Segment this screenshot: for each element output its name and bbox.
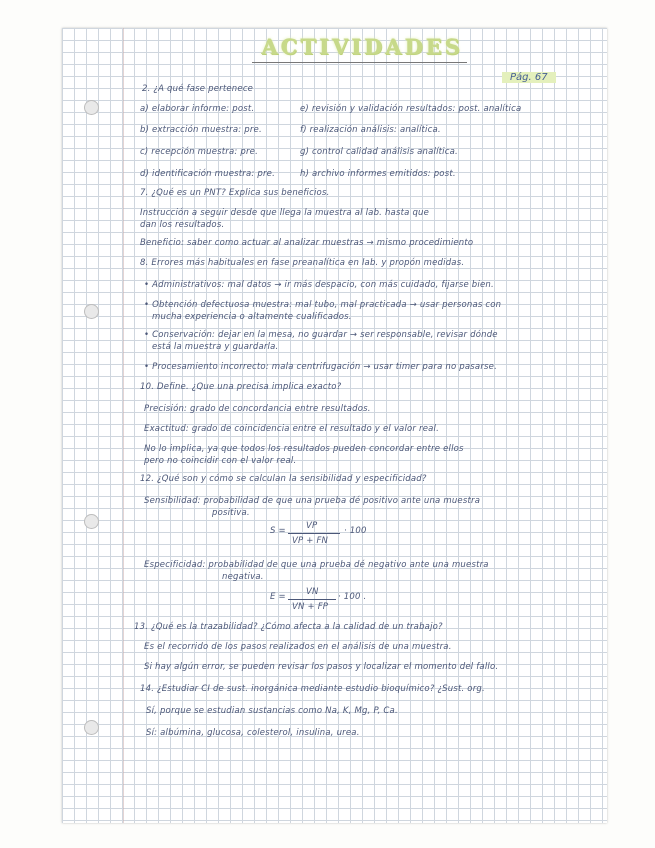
question-14: 14. ¿Estudiar CI de sust. inorgánica mediante estudio bioquímico? ¿Sust. org. <box>140 684 485 694</box>
answer-12-sensibilidad-cont: positiva. <box>212 508 250 518</box>
answer-7-line1: Instrucción a seguir desde que llega la muestra al lab. hasta que <box>140 208 430 218</box>
formula-e-lhs: E = <box>270 592 286 602</box>
question-13: 13. ¿Qué es la trazabilidad? ¿Cómo afecta a la calidad de un trabajo? <box>134 622 443 632</box>
question-7: 7. ¿Qué es un PNT? Explica sus beneficios. <box>140 188 330 198</box>
formula-e-rhs: · 100 . <box>338 592 367 602</box>
question-12: 12. ¿Qué son y cómo se calculan la sensibilidad y especificidad? <box>140 474 427 484</box>
answer-13-line2: Si hay algún error, se pueden revisar los pasos y localizar el momento del fallo. <box>144 662 499 672</box>
answer-8-bullet1: • Administrativos: mal datos → ir más despacio, con más cuidado, fijarse bien. <box>144 280 494 290</box>
question-8: 8. Errores más habituales en fase preanalítica en lab. y propón medidas. <box>140 258 465 268</box>
answer-8-bullet3: • Conservación: dejar en la mesa, no guardar → ser responsable, revisar dónde <box>144 330 498 340</box>
answer-10-line3: No lo implica, ya que todos los resultados pueden concordar entre ellos <box>144 444 464 454</box>
formula-s-lhs: S = <box>270 526 286 536</box>
answer-2f: f) realización análisis: analítica. <box>300 125 441 135</box>
formula-s-rhs: · 100 <box>344 526 367 536</box>
question-2: 2. ¿A qué fase pertenece <box>142 84 254 94</box>
answer-14-line2: Sí: albúmina, glucosa, colesterol, insulina, urea. <box>146 728 360 738</box>
answer-2g: g) control calidad análisis analítica. <box>300 147 458 157</box>
answer-12-especificidad: Especificidad: probabilidad de que una prueba dé negativo ante una muestra <box>144 560 489 570</box>
answer-12-sensibilidad: Sensibilidad: probabilidad de que una prueba dé positivo ante una muestra <box>144 496 481 506</box>
formula-s-numerator: VP <box>306 521 318 531</box>
answer-10-line4: pero no coincidir con el valor real. <box>144 456 297 466</box>
page-number-label: Pág. 67 <box>502 72 556 83</box>
answer-14-line1: Sí, porque se estudian sustancias como Na, K, Mg, P, Ca. <box>146 706 398 716</box>
formula-e-numerator: VN <box>306 587 319 597</box>
notebook-page <box>62 28 607 823</box>
answer-7-line2: dan los resultados. <box>140 220 225 230</box>
answer-2b: b) extracción muestra: pre. <box>140 125 262 135</box>
formula-e-fraction-bar <box>288 599 336 600</box>
binder-hole <box>84 514 99 529</box>
answer-8-bullet4: • Procesamiento incorrecto: mala centrifugación → usar timer para no pasarse. <box>144 362 497 372</box>
answer-12-especificidad-cont: negativa. <box>222 572 264 582</box>
answer-8-bullet3-cont: está la muestra y guardarla. <box>152 342 279 352</box>
answer-2e: e) revisión y validación resultados: post. analítica <box>300 104 522 114</box>
answer-2c: c) recepción muestra: pre. <box>140 147 258 157</box>
page-title: ACTIVIDADES <box>261 34 463 59</box>
answer-10-exactitud: Exactitud: grado de coincidencia entre el resultado y el valor real. <box>144 424 440 434</box>
answer-8-bullet2-cont: mucha experiencia o altamente cualificados. <box>152 312 352 322</box>
formula-s-denominator: VP + FN <box>292 536 329 546</box>
binder-hole <box>84 100 99 115</box>
answer-7-line3: Beneficio: saber como actuar al analizar muestras → mismo procedimiento <box>140 238 474 248</box>
question-10: 10. Define. ¿Que una precisa implica exacto? <box>140 382 342 392</box>
margin-line <box>123 28 124 823</box>
answer-2h: h) archivo informes emitidos: post. <box>300 169 456 179</box>
formula-e-denominator: VN + FP <box>292 602 329 612</box>
binder-hole <box>84 720 99 735</box>
binder-hole <box>84 304 99 319</box>
title-underline <box>252 62 467 63</box>
formula-s-fraction-bar <box>288 533 340 534</box>
answer-2a: a) elaborar informe: post. <box>140 104 255 114</box>
answer-2d: d) identificación muestra: pre. <box>140 169 275 179</box>
answer-13-line1: Es el recorrido de los pasos realizados en el análisis de una muestra. <box>144 642 452 652</box>
answer-8-bullet2: • Obtención defectuosa muestra: mal tubo, mal practicada → usar personas con <box>144 300 502 310</box>
answer-10-precision: Precisión: grado de concordancia entre resultados. <box>144 404 371 414</box>
